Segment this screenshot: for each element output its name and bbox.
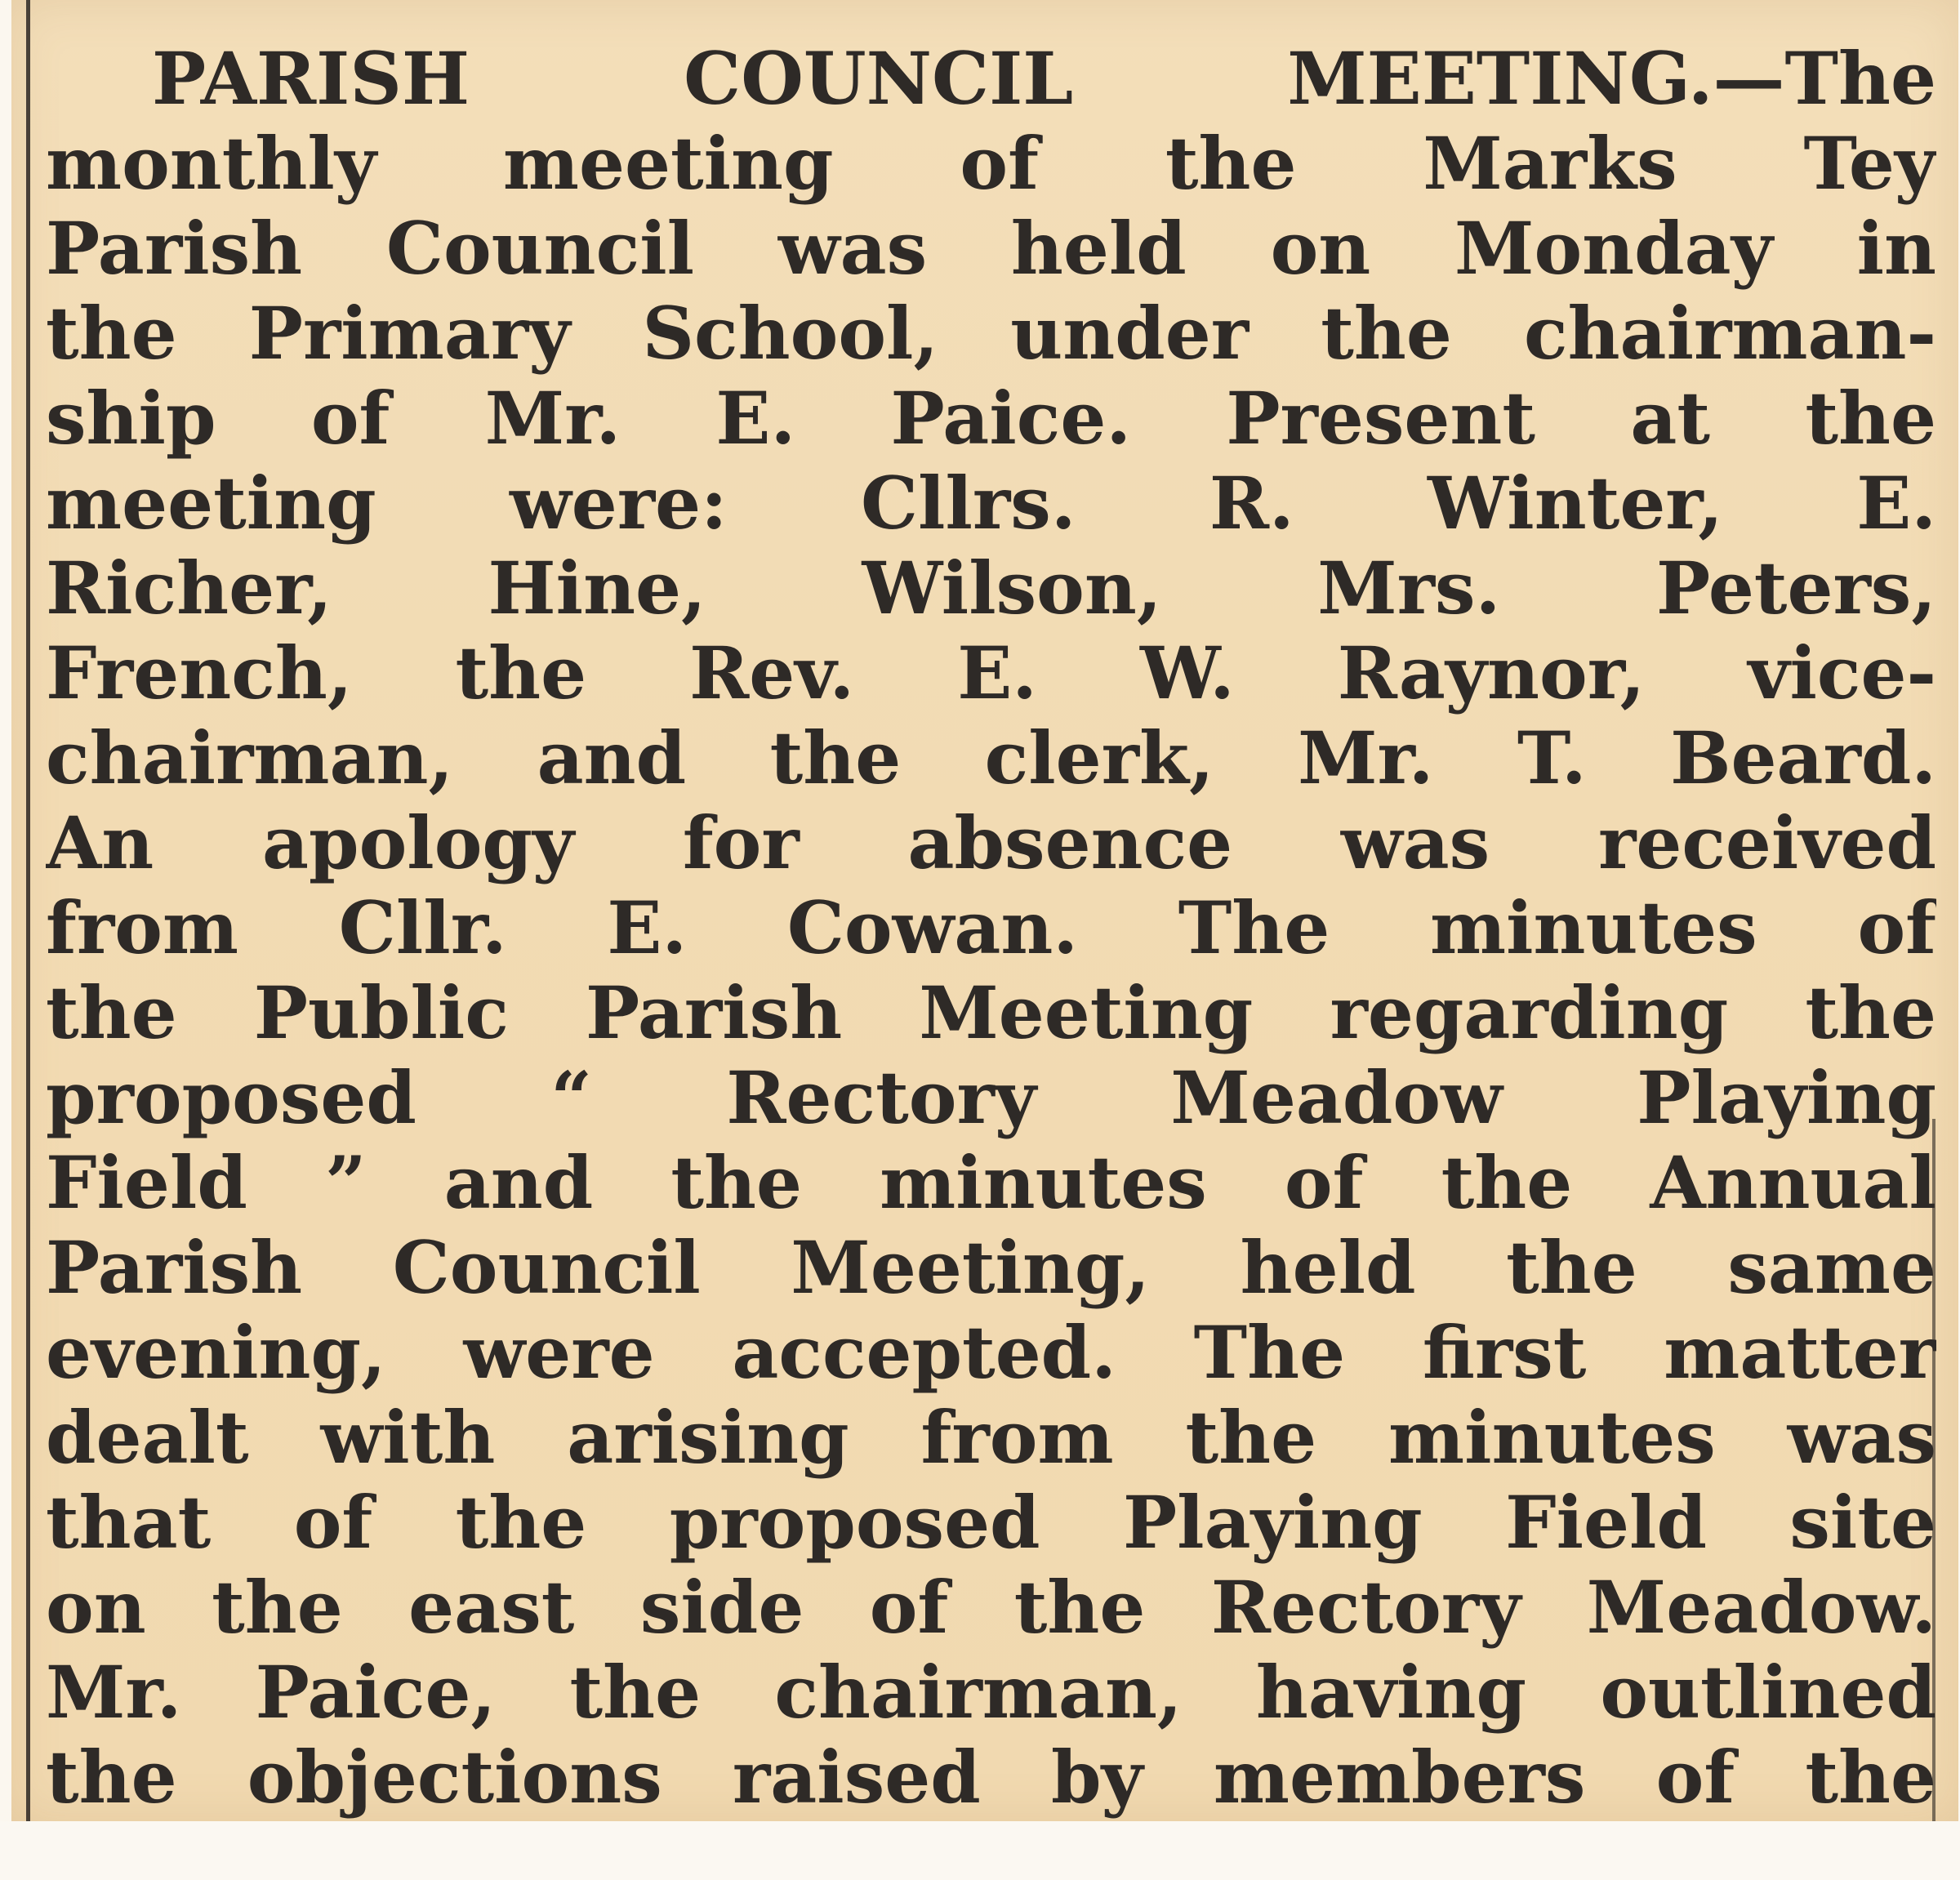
article-line: Richer, Hine, Wilson, Mrs. Peters, bbox=[46, 546, 1936, 630]
article-line: the Public Parish Meeting regarding the bbox=[46, 970, 1936, 1055]
article-line: Parish Council was held on Monday in bbox=[46, 206, 1936, 291]
article-line: ship of Mr. E. Paice. Present at the bbox=[46, 376, 1936, 461]
article-line: An apology for absence was received bbox=[46, 800, 1936, 885]
article-line: on the east side of the Rectory Meadow. bbox=[46, 1565, 1936, 1650]
article-line: evening, were accepted. The first matter bbox=[46, 1310, 1936, 1395]
article-line: proposed “ Rectory Meadow Playing bbox=[46, 1055, 1936, 1140]
article-line: dealt with arising from the minutes was bbox=[46, 1395, 1936, 1480]
article-line: the Primary School, under the chairman- bbox=[46, 291, 1936, 376]
article-line-heading: PARISH COUNCIL MEETING.—The bbox=[152, 36, 1936, 121]
article-line: monthly meeting of the Marks Tey bbox=[46, 121, 1936, 206]
scan-margin bbox=[0, 1821, 1960, 1880]
article-line: that of the proposed Playing Field site bbox=[46, 1480, 1936, 1565]
article-line: Field ” and the minutes of the Annual bbox=[46, 1140, 1936, 1225]
article-line: the objections raised by members of the bbox=[46, 1735, 1936, 1820]
article-line: Parish Council Meeting, held the same bbox=[46, 1225, 1936, 1310]
newspaper-clipping bbox=[11, 0, 1958, 1821]
column-rule-left bbox=[26, 0, 30, 1821]
article-line: Mr. Paice, the chairman, having outlined bbox=[46, 1650, 1936, 1735]
article-column bbox=[46, 36, 1936, 1869]
article-line: meeting were: Cllrs. R. Winter, E. bbox=[46, 461, 1936, 546]
article-line: from Cllr. E. Cowan. The minutes of bbox=[46, 885, 1936, 970]
article-line: French, the Rev. E. W. Raynor, vice- bbox=[46, 630, 1936, 715]
article-line: chairman, and the clerk, Mr. T. Beard. bbox=[46, 715, 1936, 800]
